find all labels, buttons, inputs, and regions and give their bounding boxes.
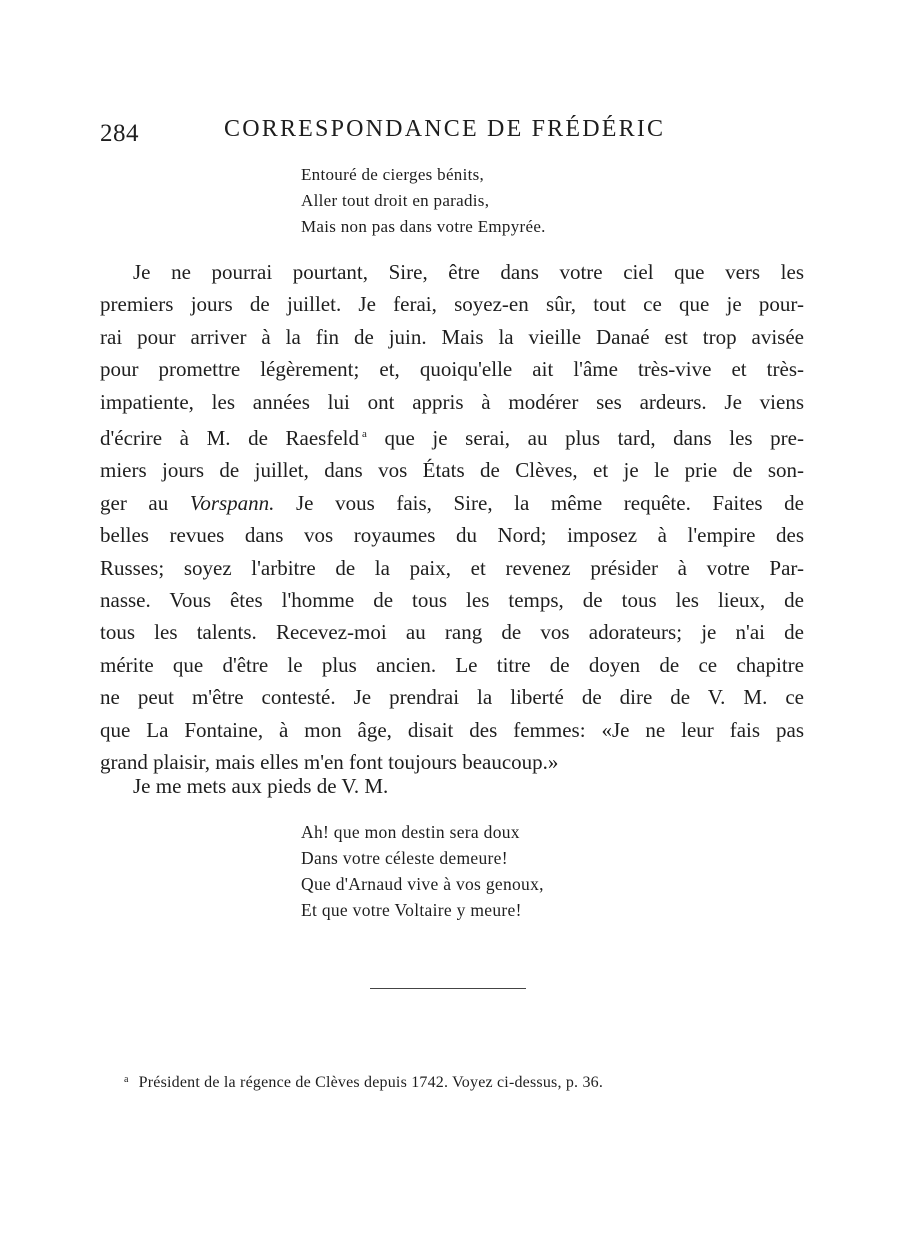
prose-line: ne peut m'être contesté. Je prendrai la liberté de dire de V. M. ce xyxy=(100,685,804,710)
page-number: 284 xyxy=(100,120,139,147)
footnote-text: Président de la régence de Clèves depuis 1742. Voyez ci-dessus, p. 36. xyxy=(138,1074,604,1091)
page-header xyxy=(100,114,800,150)
closing-line: Je me mets aux pieds de V. M. xyxy=(133,774,389,798)
footnote xyxy=(124,1074,603,1092)
prose-paragraph xyxy=(100,256,804,779)
prose-line xyxy=(100,487,804,519)
italic-term: Vorspann. xyxy=(189,490,275,515)
prose-line: grand plaisir, mais elles m'en font toujours beaucoup.» xyxy=(100,750,559,775)
verse-line: Ah! que mon destin sera doux xyxy=(301,822,520,842)
prose-line: Je ne pourrai pourtant, Sire, être dans votre ciel que vers les xyxy=(133,260,804,284)
prose-line: premiers jours de juillet. Je ferai, soyez-en sûr, tout ce que je pour- xyxy=(100,292,804,317)
verse-line: Et que votre Voltaire y meure! xyxy=(301,900,522,920)
section-divider xyxy=(370,988,526,989)
prose-line: pour promettre légèrement; et, quoiqu'elle ait l'âme très-vive et très- xyxy=(100,357,804,382)
prose-line xyxy=(100,418,804,454)
verse-line: Mais non pas dans votre Empyrée. xyxy=(301,217,546,236)
footnote-reference: a xyxy=(362,428,367,441)
prose-line: tous les talents. Recevez-moi au rang de vos adorateurs; je n'ai de xyxy=(100,620,804,645)
prose-line: nasse. Vous êtes l'homme de tous les temps, de tous les lieux, de xyxy=(100,588,804,613)
prose-line: Russes; soyez l'arbitre de la paix, et revenez présider à votre Par- xyxy=(100,555,804,580)
verse-block-top xyxy=(301,162,546,240)
verse-line: Que d'Arnaud vive à vos genoux, xyxy=(301,874,544,894)
footnote-mark: a xyxy=(124,1074,129,1085)
verse-block-bottom xyxy=(301,819,544,923)
prose-line: impatiente, les années lui ont appris à modérer ses ardeurs. Je viens xyxy=(100,389,804,414)
verse-line: Dans votre céleste demeure! xyxy=(301,848,508,868)
prose-line: que La Fontaine, à mon âge, disait des femmes: «Je ne leur fais pas xyxy=(100,717,804,742)
prose-text: que je serai, au plus tard, dans les pre- xyxy=(366,426,804,451)
verse-line: Aller tout droit en paradis, xyxy=(301,191,490,210)
prose-line: mérite que d'être le plus ancien. Le titre de doyen de ce chapitre xyxy=(100,652,804,677)
prose-text: ger au xyxy=(100,490,190,515)
prose-text: d'écrire à M. de Raesfeld xyxy=(100,426,359,451)
verse-line: Entouré de cierges bénits, xyxy=(301,165,485,184)
prose-line: rai pour arriver à la fin de juin. Mais la vieille Danaé est trop avisée xyxy=(100,324,804,349)
running-title: CORRESPONDANCE DE FRÉDÉRIC xyxy=(224,116,666,142)
prose-line: miers jours de juillet, dans vos États de Clèves, et je le prie de son- xyxy=(100,458,804,483)
prose-text: Je vous fais, Sire, la même requête. Faites de xyxy=(274,490,804,515)
prose-line: belles revues dans vos royaumes du Nord; imposez à l'empire des xyxy=(100,523,804,548)
